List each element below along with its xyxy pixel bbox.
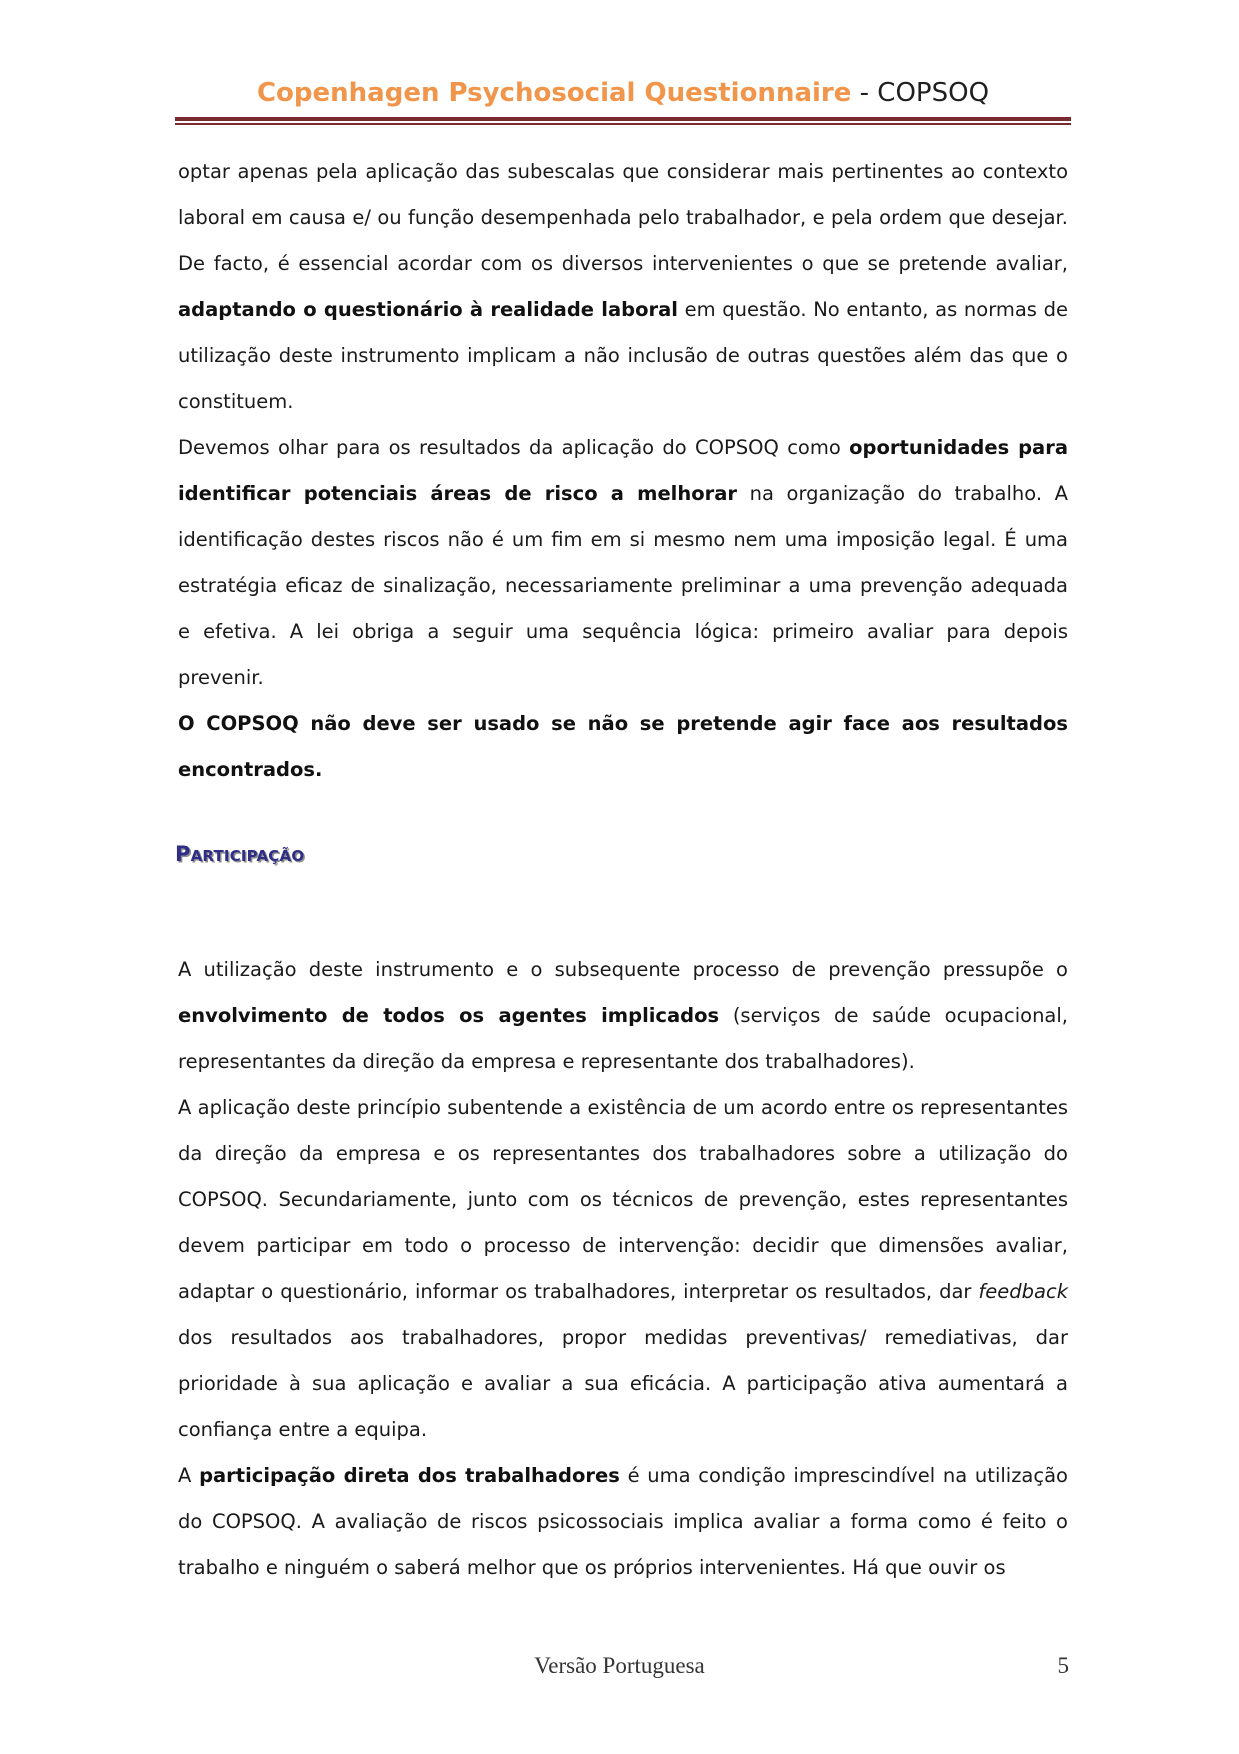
- text-run: A utilização deste instrumento e o subsequente processo de prevenção pressupõe o: [178, 958, 1068, 981]
- text-run: em questão. No entanto, as normas de utilização deste instrumento implicam a não inclusão de outras questões além das que o constituem.: [178, 298, 1069, 413]
- paragraph-6: [178, 1453, 1068, 1591]
- page-header: [175, 76, 1071, 110]
- text-block-participacao: [178, 947, 1068, 1591]
- italic-run: feedback: [978, 1280, 1068, 1303]
- bold-run: O COPSOQ não deve ser usado se não se pretende agir face aos resultados encontrados.: [178, 712, 1068, 781]
- text-run: Devemos olhar para os resultados da aplicação do COPSOQ como: [178, 436, 850, 459]
- paragraph-4: [178, 947, 1068, 1085]
- text-block-intro: [178, 149, 1068, 793]
- paragraph-3: [178, 701, 1068, 793]
- paragraph-2: [178, 425, 1068, 701]
- header-title-separator: -: [851, 78, 878, 108]
- footer-version: Versão Portuguesa: [534, 1653, 705, 1678]
- header-title: [175, 76, 1071, 110]
- header-title-acronym: COPSOQ: [877, 78, 990, 108]
- header-rule-thick: [175, 117, 1071, 121]
- paragraph-5: [178, 1085, 1068, 1453]
- text-run: na organização do trabalho. A identificação destes riscos não é um fim em si mesmo nem uma imposição legal. É uma estratégia eficaz de sinalização, necessariamente preliminar a uma prevenção adequada e efetiva. A lei obriga a seguir uma sequência lógica: primeiro avaliar para depois prevenir.: [178, 482, 1068, 689]
- text-run: A: [178, 1464, 200, 1487]
- bold-run: oportunidades para identificar potenciais áreas de risco a melhorar: [178, 436, 1068, 505]
- bold-run: envolvimento de todos os agentes implicados: [178, 1004, 720, 1027]
- bold-run: participação direta dos trabalhadores: [199, 1464, 620, 1487]
- page-number: 5: [1057, 1653, 1069, 1678]
- text-run: (serviços de saúde ocupacional, representantes da direção da empresa e representante dos trabalhadores).: [178, 1004, 1068, 1073]
- text-run: dos resultados aos trabalhadores, propor medidas preventivas/ remediativas, dar prioridade à sua aplicação e avaliar a sua eficácia. A participação ativa aumentará a confiança entre a equipa.: [178, 1326, 1068, 1441]
- text-run: A aplicação deste princípio subentende a existência de um acordo entre os representantes da direção da empresa e os representantes dos trabalhadores sobre a utilização do COPSOQ. Secundariamente, junto com os técnicos de prevenção, estes representantes devem participar em todo o processo de intervenção: decidir que dimensões avaliar, adaptar o questionário, informar os trabalhadores, interpretar os resultados, dar: [178, 1096, 1068, 1303]
- bold-run: adaptando o questionário à realidade laboral: [178, 298, 678, 321]
- text-run: optar apenas pela aplicação das subescalas que considerar mais pertinentes ao contexto laboral em causa e/ ou função desempenhada pelo trabalhador, e pela ordem que desejar. De facto, é essencial acordar com os diversos intervenientes o que se pretende avaliar,: [178, 160, 1068, 275]
- section-heading: Participação: [175, 842, 305, 866]
- header-rule-thin: [175, 123, 1071, 125]
- paragraph-1: [178, 149, 1068, 425]
- text-run: é uma condição imprescindível na utilização do COPSOQ. A avaliação de riscos psicossociais implica avaliar a forma como é feito o trabalho e ninguém o saberá melhor que os próprios intervenientes. Há que ouvir os: [178, 1464, 1068, 1579]
- header-title-main: Copenhagen Psychosocial Questionnaire: [256, 78, 852, 108]
